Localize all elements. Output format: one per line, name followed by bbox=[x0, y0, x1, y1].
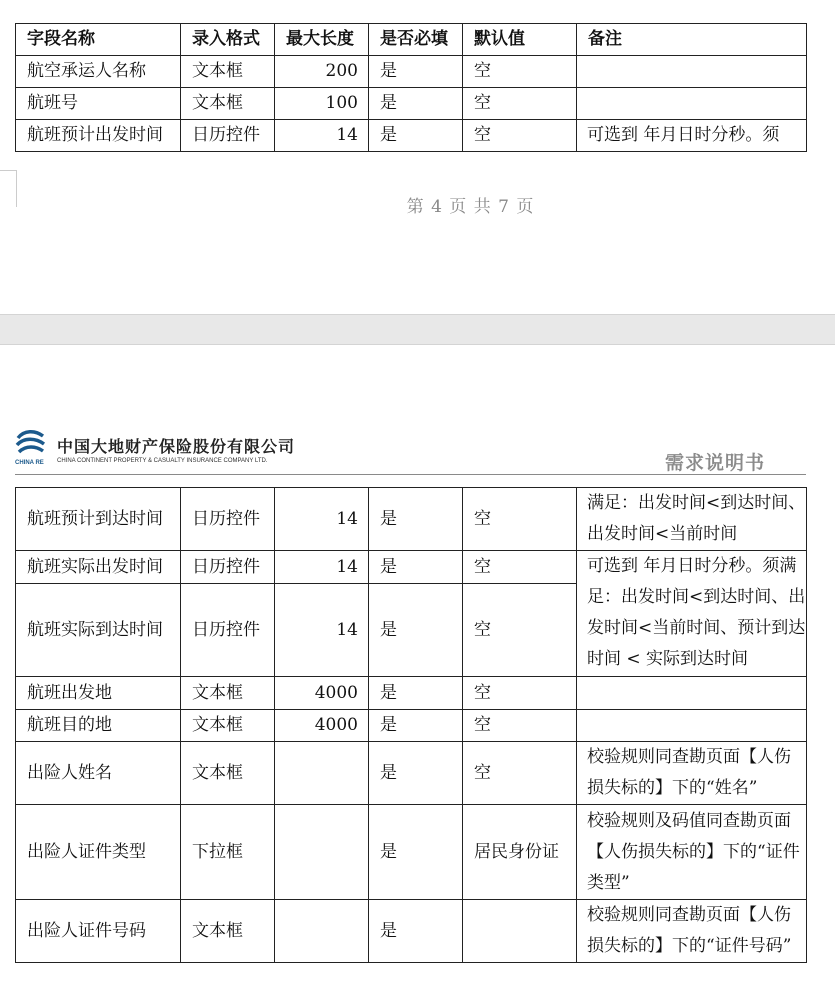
cell-required: 是 bbox=[369, 584, 463, 677]
cell-remark: 校验规则同查勘页面【人伤损失标的】下的“证件号码” bbox=[577, 900, 807, 963]
cell-default: 空 bbox=[463, 551, 577, 584]
cell-input-format: 日历控件 bbox=[181, 120, 275, 152]
cell-max-length bbox=[275, 805, 369, 900]
cell-default: 空 bbox=[463, 677, 577, 710]
table-row bbox=[16, 551, 807, 584]
col-header-max-length: 最大长度 bbox=[275, 24, 369, 56]
document-title: 需求说明书 bbox=[664, 452, 765, 474]
cell-field-name: 航班预计出发时间 bbox=[16, 120, 181, 152]
table-row bbox=[16, 88, 807, 120]
cell-remark: 满足：出发时间<到达时间、出发时间<当前时间 bbox=[577, 488, 807, 551]
wave-logo-icon bbox=[15, 428, 47, 458]
cell-field-name: 出险人证件类型 bbox=[16, 805, 181, 900]
cell-remark: 可选到 年月日时分秒。须满足：出发时间<到达时间、出发时间<当前时间、预计到达时间 < 实际到达时间 bbox=[577, 551, 807, 677]
company-name-en: CHINA CONTINENT PROPERTY & CASUALTY INSURANCE COMPANY LTD. bbox=[57, 458, 268, 464]
cell-remark: 校验规则同查勘页面【人伤损失标的】下的“姓名” bbox=[577, 742, 807, 805]
cell-required: 是 bbox=[369, 805, 463, 900]
cell-input-format: 下拉框 bbox=[181, 805, 275, 900]
col-header-remark: 备注 bbox=[577, 24, 807, 56]
cell-remark: 可选到 年月日时分秒。须 bbox=[577, 120, 807, 152]
company-name-cn: 中国大地财产保险股份有限公司 bbox=[57, 437, 296, 456]
cell-default bbox=[463, 900, 577, 963]
cell-field-name: 航班实际出发时间 bbox=[16, 551, 181, 584]
cell-default: 居民身份证 bbox=[463, 805, 577, 900]
cell-required: 是 bbox=[369, 488, 463, 551]
cell-required: 是 bbox=[369, 677, 463, 710]
cell-required: 是 bbox=[369, 88, 463, 120]
table-row bbox=[16, 742, 807, 805]
company-logo bbox=[15, 428, 315, 468]
col-header-default: 默认值 bbox=[463, 24, 577, 56]
cell-max-length bbox=[275, 900, 369, 963]
cell-required: 是 bbox=[369, 900, 463, 963]
cell-field-name: 航班预计到达时间 bbox=[16, 488, 181, 551]
cell-remark: 校验规则及码值同查勘页面【人伤损失标的】下的“证件类型” bbox=[577, 805, 807, 900]
cell-input-format: 日历控件 bbox=[181, 488, 275, 551]
cell-max-length: 14 bbox=[275, 584, 369, 677]
cell-max-length: 200 bbox=[275, 56, 369, 88]
page-number: 第 4 页 共 7 页 bbox=[406, 197, 535, 217]
cell-field-name: 航空承运人名称 bbox=[16, 56, 181, 88]
cell-input-format: 文本框 bbox=[181, 677, 275, 710]
page-gap bbox=[0, 314, 835, 345]
cell-input-format: 日历控件 bbox=[181, 584, 275, 677]
cell-input-format: 文本框 bbox=[181, 900, 275, 963]
cell-default: 空 bbox=[463, 56, 577, 88]
table-row bbox=[16, 56, 807, 88]
table-row bbox=[16, 677, 807, 710]
cell-field-name: 航班号 bbox=[16, 88, 181, 120]
cell-field-name: 出险人姓名 bbox=[16, 742, 181, 805]
cell-remark bbox=[577, 710, 807, 742]
cell-max-length: 100 bbox=[275, 88, 369, 120]
cell-field-name: 航班实际到达时间 bbox=[16, 584, 181, 677]
table-row bbox=[16, 488, 807, 551]
logo-mark-text: CHINA RE bbox=[15, 460, 44, 466]
col-header-field-name: 字段名称 bbox=[16, 24, 181, 56]
cell-default: 空 bbox=[463, 710, 577, 742]
cell-required: 是 bbox=[369, 56, 463, 88]
cell-input-format: 文本框 bbox=[181, 56, 275, 88]
cell-default: 空 bbox=[463, 120, 577, 152]
cell-required: 是 bbox=[369, 551, 463, 584]
table-row bbox=[16, 120, 807, 152]
cell-field-name: 航班目的地 bbox=[16, 710, 181, 742]
cell-remark bbox=[577, 677, 807, 710]
col-header-input-format: 录入格式 bbox=[181, 24, 275, 56]
cell-default: 空 bbox=[463, 742, 577, 805]
header-rule bbox=[15, 474, 806, 475]
field-table-bottom bbox=[15, 487, 807, 963]
table-row bbox=[16, 900, 807, 963]
cell-input-format: 文本框 bbox=[181, 710, 275, 742]
cell-input-format: 文本框 bbox=[181, 742, 275, 805]
cell-max-length bbox=[275, 742, 369, 805]
cell-max-length: 14 bbox=[275, 120, 369, 152]
cell-input-format: 日历控件 bbox=[181, 551, 275, 584]
cell-default: 空 bbox=[463, 488, 577, 551]
cell-max-length: 4000 bbox=[275, 710, 369, 742]
cell-required: 是 bbox=[369, 120, 463, 152]
cell-default: 空 bbox=[463, 88, 577, 120]
cell-remark bbox=[577, 88, 807, 120]
cell-field-name: 出险人证件号码 bbox=[16, 900, 181, 963]
cell-field-name: 航班出发地 bbox=[16, 677, 181, 710]
cell-max-length: 4000 bbox=[275, 677, 369, 710]
col-header-required: 是否必填 bbox=[369, 24, 463, 56]
cell-max-length: 14 bbox=[275, 551, 369, 584]
field-table-top bbox=[15, 23, 807, 152]
cell-remark bbox=[577, 56, 807, 88]
cell-required: 是 bbox=[369, 710, 463, 742]
cell-max-length: 14 bbox=[275, 488, 369, 551]
table-header-row bbox=[16, 24, 807, 56]
table-row bbox=[16, 805, 807, 900]
cell-input-format: 文本框 bbox=[181, 88, 275, 120]
table-row bbox=[16, 710, 807, 742]
cell-default: 空 bbox=[463, 584, 577, 677]
cell-required: 是 bbox=[369, 742, 463, 805]
